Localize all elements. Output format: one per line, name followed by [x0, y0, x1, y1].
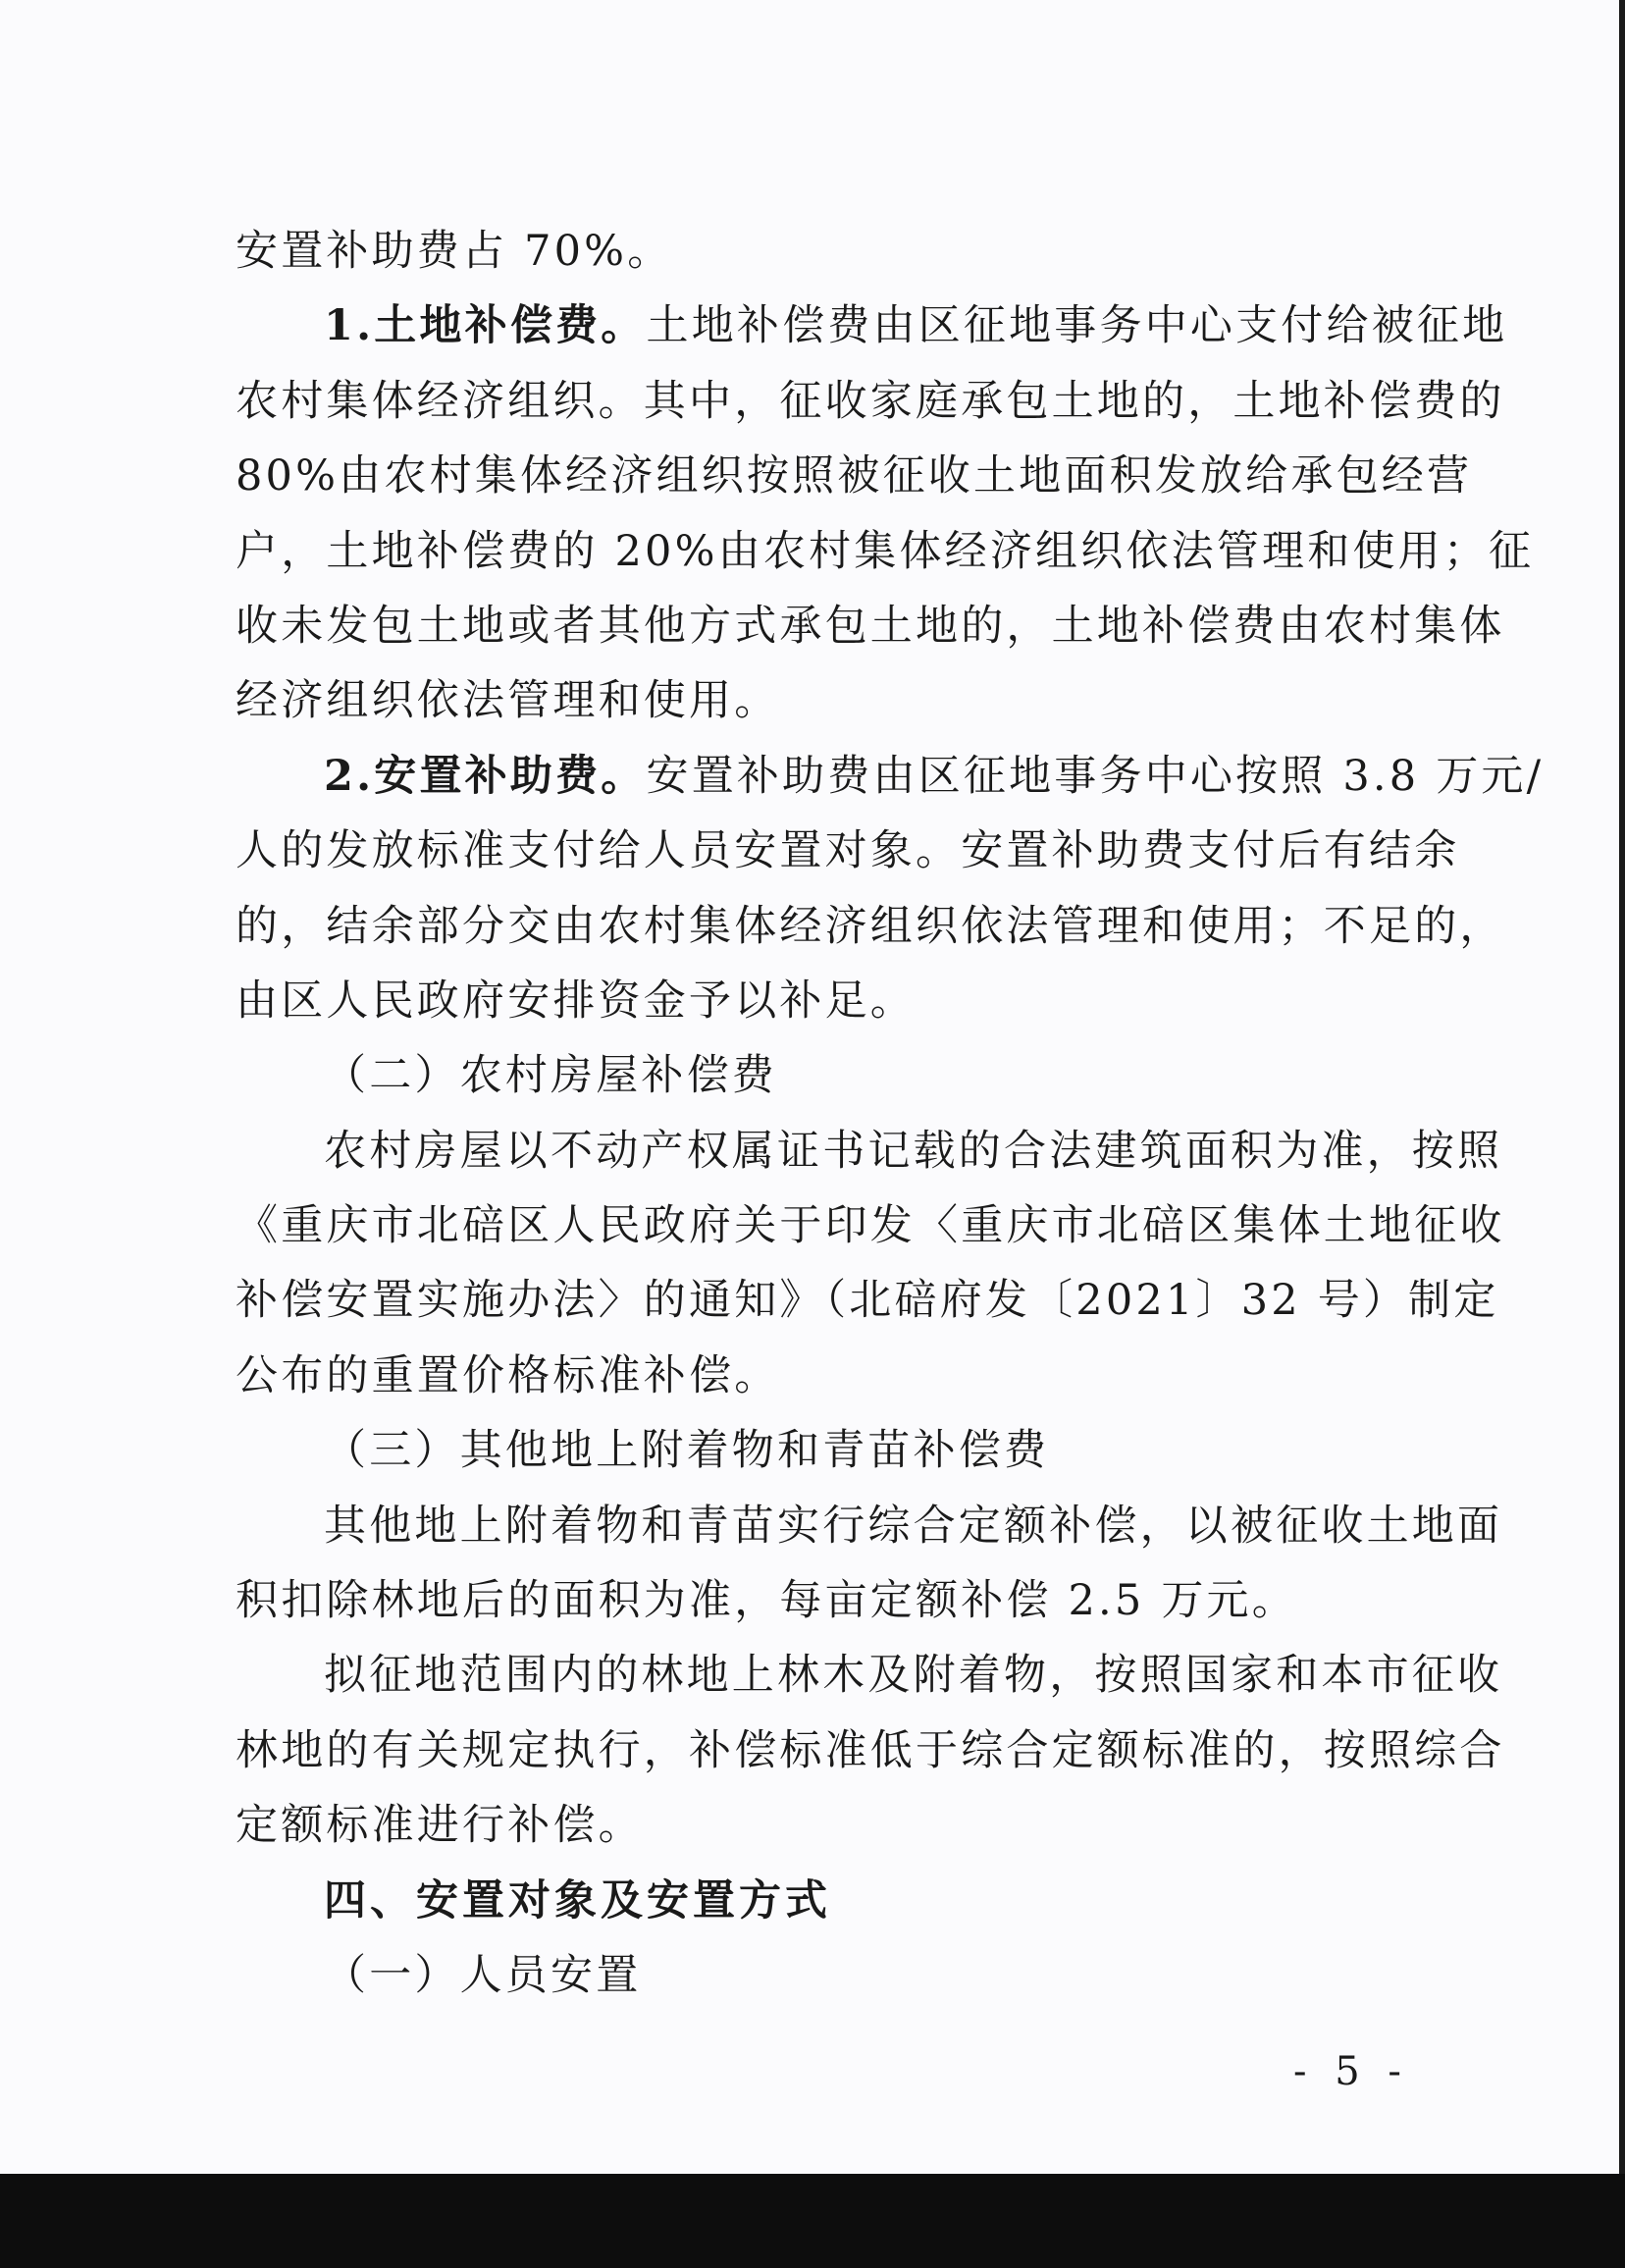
- paragraph-line: [236, 814, 1460, 888]
- paragraph-line: [236, 964, 1433, 1038]
- line-text: 安置补助费占 70%。: [236, 227, 673, 276]
- line-text: 农村房屋以不动产权属证书记载的合法建筑面积为准，按照: [324, 1126, 1503, 1176]
- line-text: 四、安置对象及安置方式: [324, 1875, 831, 1925]
- subsection-heading: [236, 1413, 1433, 1488]
- line-text: 补偿安置实施办法〉的通知》（北碚府发〔2021〕32 号）制定: [236, 1276, 1499, 1326]
- paragraph-line: [236, 1489, 1503, 1563]
- line-text: 经济组织依法管理和使用。: [236, 676, 780, 726]
- page-number: - 5 -: [1293, 2049, 1409, 2094]
- paragraph-line: [236, 439, 1473, 513]
- paragraph-line: [236, 663, 1433, 738]
- subsection-heading: [236, 1938, 1433, 2013]
- paragraph-line: [236, 1339, 1433, 1413]
- line-text: 户，土地补偿费的 20%由农村集体经济组织依法管理和使用；征: [236, 526, 1535, 576]
- paragraph-line: [236, 889, 1505, 964]
- line-text: 的，结余部分交由农村集体经济组织依法管理和使用；不足的，: [236, 901, 1505, 951]
- line-text: 公布的重置价格标准补偿。: [236, 1350, 780, 1400]
- line-text: 农村集体经济组织。其中，征收家庭承包土地的，土地补偿费的: [236, 376, 1505, 426]
- section-heading: [236, 1864, 1433, 1938]
- line-text: 收未发包土地或者其他方式承包土地的，土地补偿费由农村集体: [236, 601, 1505, 651]
- paragraph-line: [236, 214, 1433, 289]
- line-text: 定额标准进行补偿。: [236, 1801, 644, 1851]
- line-text: （三）其他地上附着物和青苗补偿费: [324, 1426, 1050, 1476]
- line-text: （二）农村房屋补偿费: [324, 1051, 777, 1101]
- paragraph-line: [236, 1263, 1499, 1338]
- document-body: [236, 214, 1545, 2013]
- line-text: 人的发放标准支付给人员安置对象。安置补助费支付后有结余: [236, 826, 1460, 876]
- item-lead: 2.安置补助费。: [324, 751, 647, 801]
- line-text: （一）人员安置: [324, 1950, 642, 2000]
- paragraph-line: [236, 1114, 1503, 1188]
- scan-border-right: [1619, 0, 1625, 2268]
- paragraph-line: [236, 514, 1535, 589]
- paragraph-line: [236, 364, 1505, 439]
- line-text: 土地补偿费由区征地事务中心支付给被征地: [646, 301, 1508, 351]
- line-text: 《重庆市北碚区人民政府关于印发〈重庆市北碚区集体土地征收: [236, 1201, 1505, 1251]
- item-heading-resettlement-subsidy: [236, 739, 1545, 814]
- item-lead: 1.土地补偿费。: [324, 301, 647, 351]
- line-text: 拟征地范围内的林地上林木及附着物，按照国家和本市征收: [324, 1651, 1503, 1701]
- line-text: 安置补助费由区征地事务中心按照 3.8 万元/: [646, 751, 1545, 801]
- paragraph-line: [236, 1714, 1505, 1788]
- line-text: 80%由农村集体经济组织按照被征收土地面积发放给承包经营: [236, 451, 1473, 501]
- paragraph-line: [236, 589, 1505, 663]
- line-text: 积扣除林地后的面积为准，每亩定额补偿 2.5 万元。: [236, 1576, 1297, 1626]
- subsection-heading: [236, 1038, 1433, 1113]
- scan-border-bottom: [0, 2174, 1625, 2268]
- paragraph-line: [236, 1188, 1505, 1263]
- paragraph-line: [236, 1788, 1433, 1863]
- paragraph-line: [236, 1563, 1433, 1638]
- paragraph-line: [236, 1638, 1503, 1713]
- line-text: 其他地上附着物和青苗实行综合定额补偿，以被征收土地面: [324, 1501, 1503, 1551]
- line-text: 由区人民政府安排资金予以补足。: [236, 976, 916, 1026]
- line-text: 林地的有关规定执行，补偿标准低于综合定额标准的，按照综合: [236, 1725, 1505, 1775]
- item-heading-land-compensation: [236, 289, 1508, 363]
